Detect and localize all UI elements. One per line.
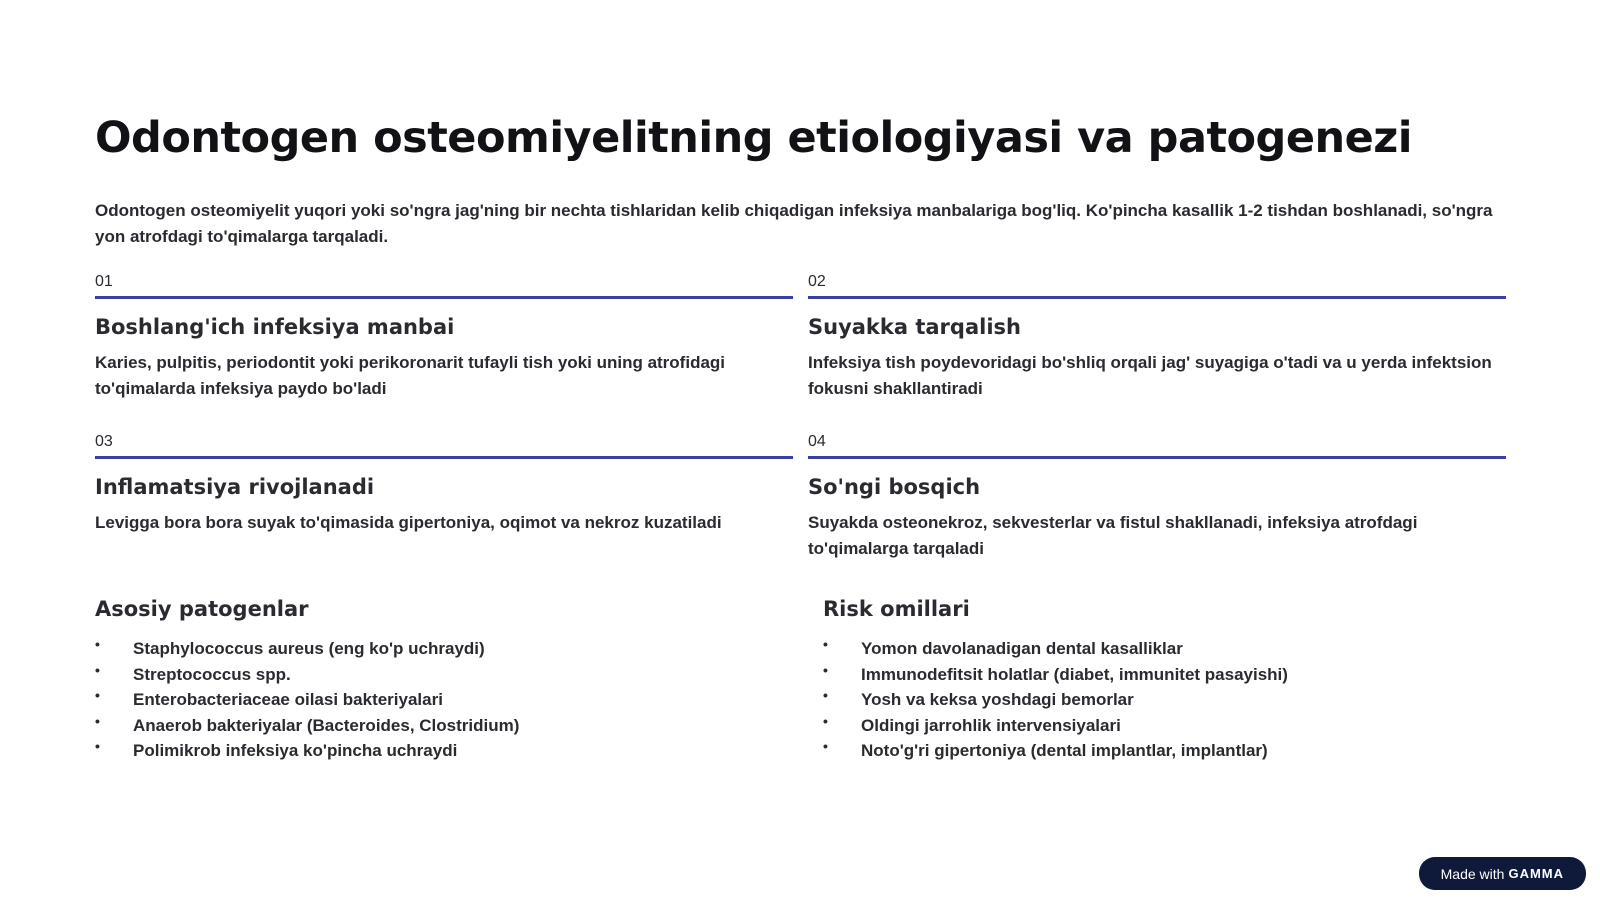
step-title: Suyakka tarqalish — [808, 315, 1021, 339]
step-text: Infeksiya tish poydevoridagi bo'shliq orqali jag' suyagiga o'tadi va u yerda infektsion fokusni shakllantiradi — [808, 353, 1492, 398]
list-item-text: Noto'g'ri gipertoniya (dental implantlar, implantlar) — [861, 741, 1268, 760]
made-with-gamma-badge[interactable] — [1419, 857, 1586, 890]
list-item-text: Anaerob bakteriyalar (Bacteroides, Clostridium) — [133, 715, 520, 735]
bullet-icon: • — [823, 712, 828, 729]
list-item-text: Polimikrob infeksiya ko'pincha uchraydi — [133, 741, 458, 760]
bullet-icon: • — [823, 687, 828, 703]
bullet-icon: • — [95, 687, 100, 703]
step-1 — [95, 272, 793, 402]
list-item — [95, 687, 823, 713]
list-item-text: Oldingi jarrohlik intervensiyalari — [861, 715, 1121, 735]
bullet-icon: • — [95, 712, 100, 729]
bullet-icon: • — [823, 636, 828, 652]
list-item — [95, 636, 823, 662]
steps-grid — [95, 272, 1505, 562]
list-item-text: Yosh va keksa yoshdagi bemorlar — [861, 690, 1134, 709]
bullet-icon: • — [823, 738, 828, 754]
step-number: 02 — [808, 272, 1506, 299]
bullet-icon: • — [95, 738, 100, 754]
list-item-text: Immunodefitsit holatlar (diabet, immunitet pasayishi) — [861, 664, 1288, 684]
step-title: So'ngi bosqich — [808, 475, 981, 499]
step-number: 03 — [95, 432, 793, 459]
badge-prefix: Made with — [1440, 865, 1505, 882]
list-item — [95, 713, 823, 739]
step-2 — [808, 272, 1506, 402]
list-item-text: Streptococcus spp. — [133, 664, 291, 684]
list-item — [823, 713, 1505, 739]
step-4 — [808, 432, 1506, 562]
lists-section — [95, 594, 1505, 764]
list-item — [95, 662, 823, 688]
gamma-logo: GAMMA — [1508, 866, 1564, 881]
pathogens-title: Asosiy patogenlar — [95, 597, 309, 621]
step-title: Boshlang'ich infeksiya manbai — [95, 315, 455, 339]
list-item — [823, 687, 1505, 713]
pathogens-column — [95, 594, 823, 764]
risks-list — [823, 636, 1505, 764]
risks-title: Risk omillari — [823, 597, 970, 621]
bullet-icon: • — [823, 661, 828, 678]
list-item — [823, 738, 1505, 764]
list-item — [823, 662, 1505, 688]
bullet-icon: • — [95, 636, 100, 652]
step-title: Inflamatsiya rivojlanadi — [95, 475, 375, 499]
list-item-text: Enterobacteriaceae oilasi bakteriyalari — [133, 690, 443, 709]
pathogens-list — [95, 636, 823, 764]
list-item-text: Yomon davolanadigan dental kasalliklar — [861, 639, 1183, 658]
intro-paragraph: Odontogen osteomiyelit yuqori yoki so'ngra jag'ning bir nechta tishlaridan kelib chiqadigan infeksiya manbalariga bog'liq. Ko'pincha kasallik 1-2 tishdan boshlanadi, so'ngra yon atrofdagi to'qimalarga tarqaladi. — [95, 201, 1493, 246]
slide-content — [95, 108, 1505, 562]
step-text: Levigga bora bora suyak to'qimasida gipertoniya, oqimot va nekroz kuzatiladi — [95, 513, 722, 532]
step-text: Suyakda osteonekroz, sekvesterlar va fistul shakllanadi, infeksiya atrofdagi to'qimalarga tarqaladi — [808, 513, 1418, 558]
list-item-text: Staphylococcus aureus (eng ko'p uchraydi) — [133, 639, 485, 658]
list-item — [823, 636, 1505, 662]
step-text: Karies, pulpitis, periodontit yoki perikoronarit tufayli tish yoki uning atrofidagi to'qimalarda infeksiya paydo bo'ladi — [95, 353, 726, 398]
page-title: Odontogen osteomiyelitning etiologiyasi va patogenezi — [95, 113, 1413, 163]
step-number: 04 — [808, 432, 1506, 459]
step-number: 01 — [95, 272, 793, 299]
bullet-icon: • — [95, 661, 100, 678]
risks-column — [823, 594, 1505, 764]
list-item — [95, 738, 823, 764]
step-3 — [95, 432, 793, 562]
